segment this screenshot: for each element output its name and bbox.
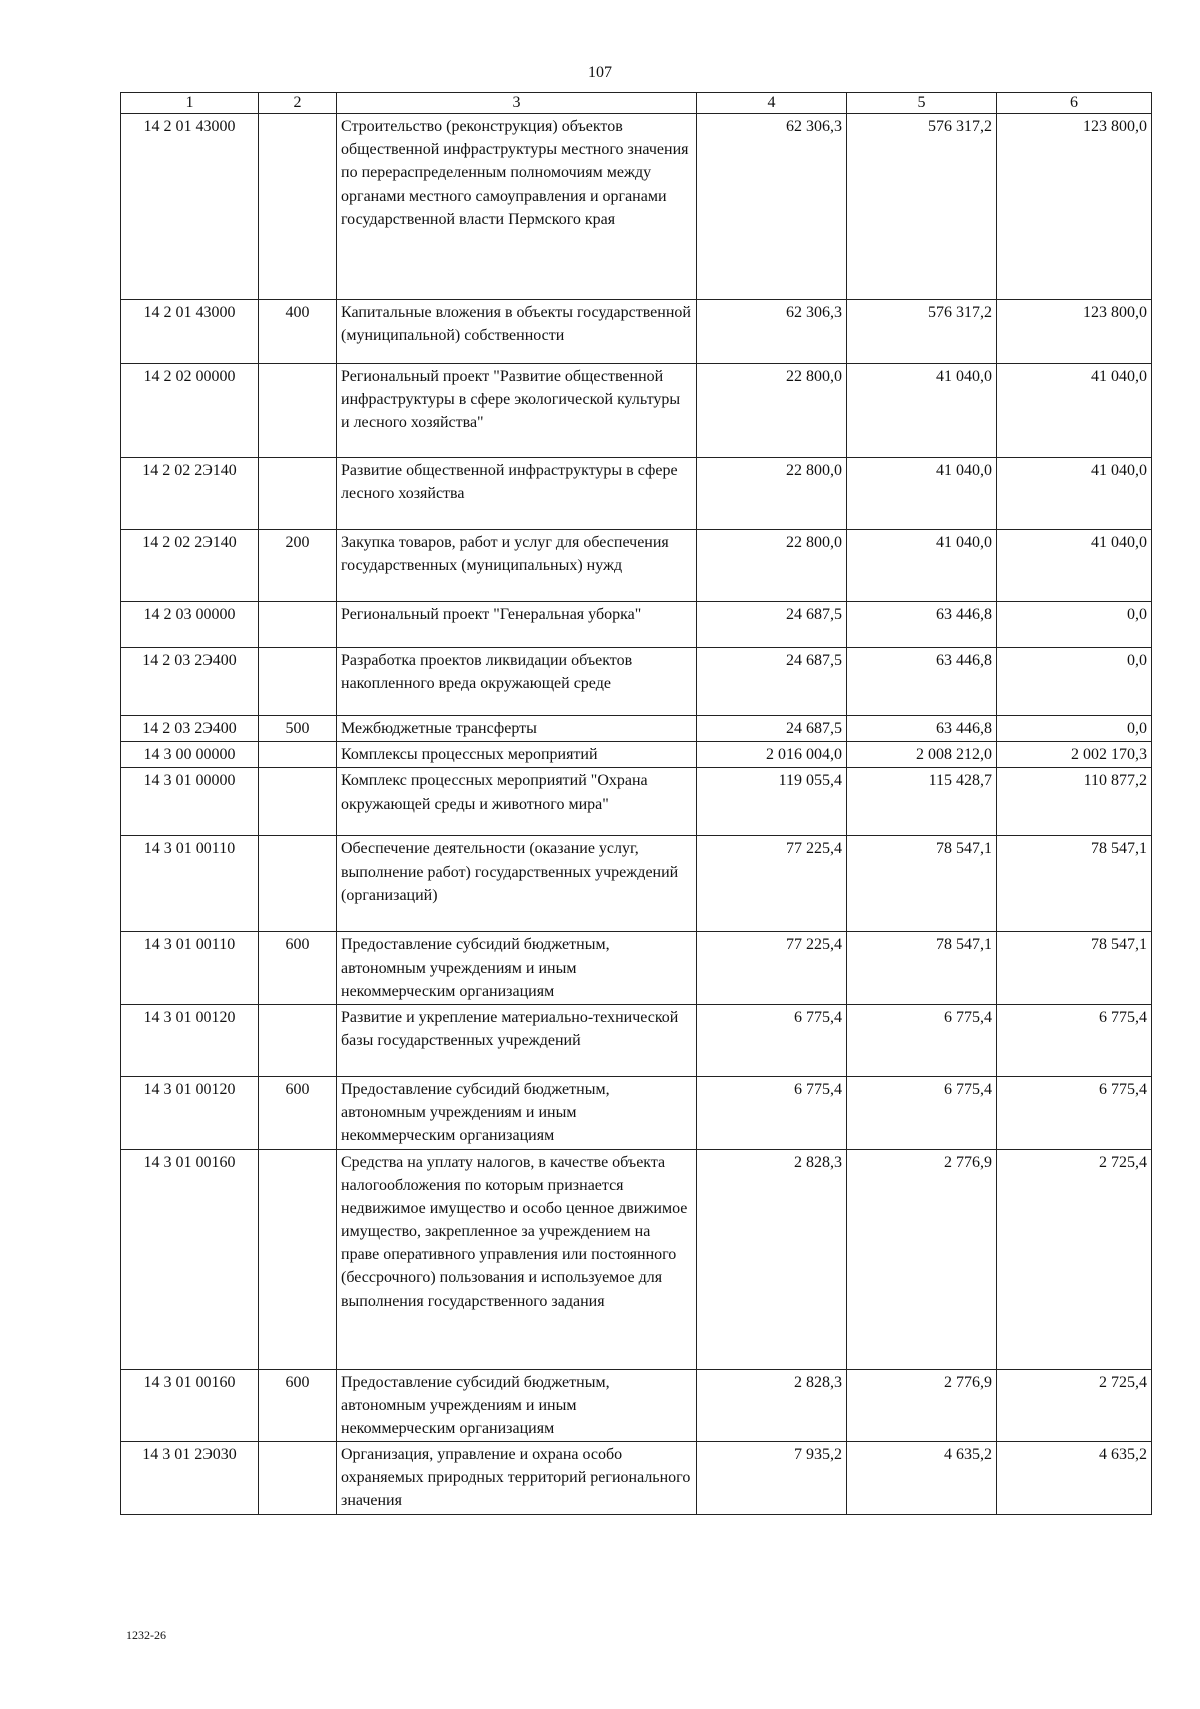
row-code: 14 2 03 2Э400 [121,648,259,716]
page-number: 107 [588,64,612,81]
row-value-col4: 6 775,4 [697,1004,847,1076]
row-code: 14 3 00 00000 [121,742,259,768]
row-code: 14 3 01 2Э030 [121,1442,259,1515]
row-expense-type [259,602,337,648]
row-value-col6: 2 725,4 [997,1149,1152,1369]
row-expense-type [259,768,337,836]
footer-code: 1232-26 [126,1628,166,1642]
row-value-col4: 77 225,4 [697,836,847,932]
row-value-col5: 2 008 212,0 [847,742,997,768]
row-expense-type [259,364,337,458]
row-value-col4: 24 687,5 [697,648,847,716]
row-code: 14 3 01 00120 [121,1004,259,1076]
table-row [121,458,1152,530]
row-name: Строительство (реконструкция) объектов общественной инфраструктуры местного значения по перераспределенным полномочиям между органами местного самоуправления и органами государственной власти Пермского края [337,114,697,300]
row-value-col5: 41 040,0 [847,364,997,458]
row-name: Предоставление субсидий бюджетным, автономным учреждениям и иным некоммерческим организациям [337,932,697,1005]
row-value-col4: 22 800,0 [697,364,847,458]
table-row [121,742,1152,768]
row-name: Межбюджетные трансферты [337,716,697,742]
row-value-col6: 0,0 [997,716,1152,742]
row-value-col6: 123 800,0 [997,300,1152,364]
row-code: 14 3 01 00160 [121,1149,259,1369]
row-expense-type [259,114,337,300]
table-row [121,1076,1152,1149]
row-code: 14 3 01 00120 [121,1076,259,1149]
row-value-col4: 6 775,4 [697,1076,847,1149]
row-value-col4: 22 800,0 [697,458,847,530]
row-expense-type [259,648,337,716]
row-code: 14 3 01 00000 [121,768,259,836]
row-value-col6: 0,0 [997,648,1152,716]
row-expense-type: 600 [259,932,337,1005]
row-expense-type [259,1004,337,1076]
column-header-1: 1 [121,93,259,114]
row-name: Комплекс процессных мероприятий "Охрана окружающей среды и животного мира" [337,768,697,836]
table-row [121,114,1152,300]
row-value-col6: 41 040,0 [997,530,1152,602]
row-name: Предоставление субсидий бюджетным, автономным учреждениям и иным некоммерческим организациям [337,1076,697,1149]
row-value-col6: 78 547,1 [997,932,1152,1005]
row-value-col5: 576 317,2 [847,114,997,300]
row-code: 14 2 02 2Э140 [121,530,259,602]
column-header-4: 4 [697,93,847,114]
table-row [121,602,1152,648]
row-value-col5: 6 775,4 [847,1004,997,1076]
row-code: 14 2 01 43000 [121,114,259,300]
row-name: Региональный проект "Генеральная уборка" [337,602,697,648]
row-code: 14 3 01 00110 [121,932,259,1005]
row-expense-type: 500 [259,716,337,742]
row-value-col6: 4 635,2 [997,1442,1152,1515]
row-value-col6: 41 040,0 [997,364,1152,458]
row-expense-type [259,458,337,530]
row-value-col5: 6 775,4 [847,1076,997,1149]
row-value-col5: 41 040,0 [847,458,997,530]
row-value-col6: 6 775,4 [997,1076,1152,1149]
row-value-col6: 110 877,2 [997,768,1152,836]
row-expense-type: 400 [259,300,337,364]
row-name: Региональный проект "Развитие общественной инфраструктуры в сфере экологической культуры и лесного хозяйства" [337,364,697,458]
row-value-col4: 2 016 004,0 [697,742,847,768]
row-name: Организация, управление и охрана особо охраняемых природных территорий регионального значения [337,1442,697,1515]
row-value-col5: 2 776,9 [847,1369,997,1442]
table-row [121,1004,1152,1076]
table-row [121,530,1152,602]
row-value-col4: 77 225,4 [697,932,847,1005]
table-row [121,1369,1152,1442]
row-value-col4: 22 800,0 [697,530,847,602]
table-row [121,1442,1152,1515]
row-value-col5: 63 446,8 [847,648,997,716]
row-expense-type: 600 [259,1369,337,1442]
row-value-col5: 576 317,2 [847,300,997,364]
table-row [121,768,1152,836]
table-row [121,300,1152,364]
row-value-col4: 24 687,5 [697,716,847,742]
table-row [121,716,1152,742]
table-row [121,1149,1152,1369]
row-value-col6: 2 002 170,3 [997,742,1152,768]
row-name: Капитальные вложения в объекты государственной (муниципальной) собственности [337,300,697,364]
row-name: Средства на уплату налогов, в качестве объекта налогообложения по которым признается недвижимое имущество и особо ценное движимое имущество, закрепленное за учреждением на праве оперативного управления или постоянного (бессрочного) пользования и используемое для выполнения государственного задания [337,1149,697,1369]
column-header-5: 5 [847,93,997,114]
row-name: Обеспечение деятельности (оказание услуг, выполнение работ) государственных учреждений (организаций) [337,836,697,932]
row-expense-type [259,1149,337,1369]
table-row [121,932,1152,1005]
row-value-col5: 41 040,0 [847,530,997,602]
row-value-col6: 6 775,4 [997,1004,1152,1076]
row-name: Развитие общественной инфраструктуры в сфере лесного хозяйства [337,458,697,530]
row-value-col5: 63 446,8 [847,602,997,648]
row-name: Предоставление субсидий бюджетным, автономным учреждениям и иным некоммерческим организациям [337,1369,697,1442]
row-name: Развитие и укрепление материально-технической базы государственных учреждений [337,1004,697,1076]
column-header-3: 3 [337,93,697,114]
row-expense-type [259,742,337,768]
row-value-col4: 119 055,4 [697,768,847,836]
budget-table [120,92,1152,1515]
row-expense-type [259,1442,337,1515]
row-code: 14 2 02 2Э140 [121,458,259,530]
column-header-6: 6 [997,93,1152,114]
row-value-col4: 7 935,2 [697,1442,847,1515]
row-expense-type: 200 [259,530,337,602]
row-name: Закупка товаров, работ и услуг для обеспечения государственных (муниципальных) нужд [337,530,697,602]
row-value-col5: 4 635,2 [847,1442,997,1515]
row-value-col5: 78 547,1 [847,932,997,1005]
table-row [121,648,1152,716]
row-code: 14 3 01 00110 [121,836,259,932]
row-value-col4: 62 306,3 [697,114,847,300]
row-expense-type [259,836,337,932]
row-name: Комплексы процессных мероприятий [337,742,697,768]
table-header-row [121,93,1152,114]
row-value-col5: 63 446,8 [847,716,997,742]
row-value-col6: 41 040,0 [997,458,1152,530]
row-code: 14 2 02 00000 [121,364,259,458]
row-value-col5: 78 547,1 [847,836,997,932]
row-value-col4: 2 828,3 [697,1369,847,1442]
table-row [121,836,1152,932]
row-value-col4: 24 687,5 [697,602,847,648]
row-value-col5: 115 428,7 [847,768,997,836]
row-code: 14 2 01 43000 [121,300,259,364]
row-value-col6: 123 800,0 [997,114,1152,300]
table-row [121,364,1152,458]
row-code: 14 2 03 2Э400 [121,716,259,742]
row-value-col5: 2 776,9 [847,1149,997,1369]
row-name: Разработка проектов ликвидации объектов накопленного вреда окружающей среде [337,648,697,716]
row-code: 14 2 03 00000 [121,602,259,648]
row-value-col6: 78 547,1 [997,836,1152,932]
column-header-2: 2 [259,93,337,114]
row-value-col4: 62 306,3 [697,300,847,364]
row-expense-type: 600 [259,1076,337,1149]
table-body [121,114,1152,1515]
row-value-col6: 0,0 [997,602,1152,648]
row-value-col6: 2 725,4 [997,1369,1152,1442]
row-code: 14 3 01 00160 [121,1369,259,1442]
row-value-col4: 2 828,3 [697,1149,847,1369]
